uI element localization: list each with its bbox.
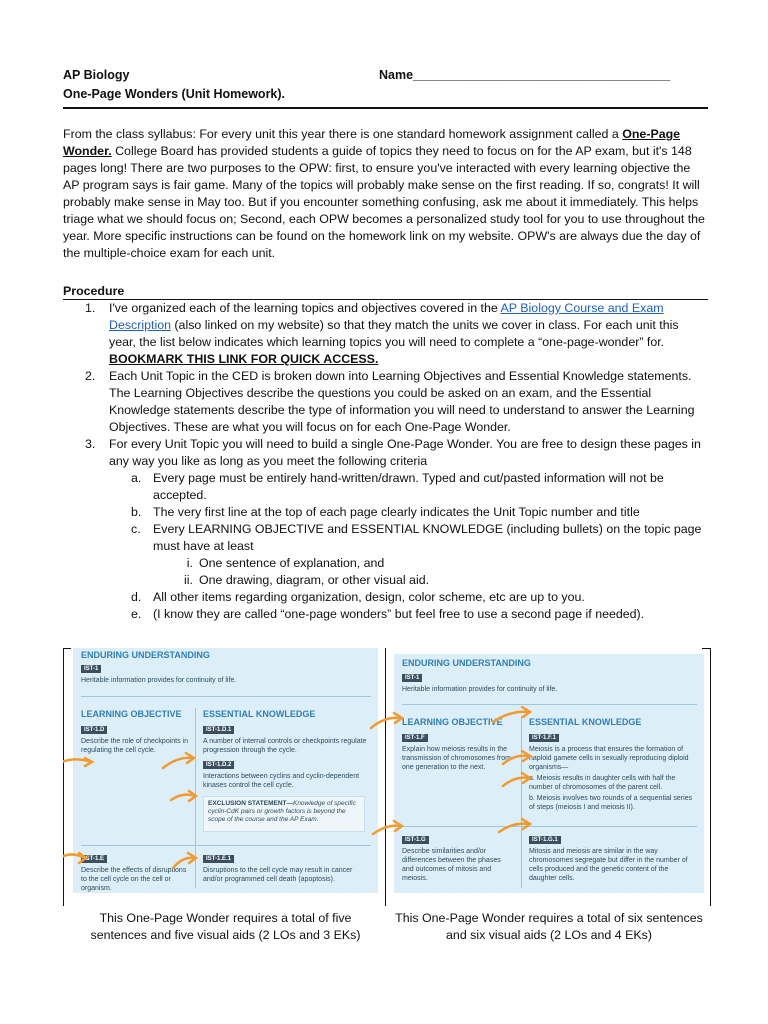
lo-text: Describe similarities and/or differences between the phases and outcomes of mitosis and meiosis. bbox=[402, 848, 501, 882]
step-text: I've organized each of the learning topics and objectives covered in the bbox=[109, 301, 501, 315]
name-field-label: Name_____________________________________ bbox=[379, 68, 671, 82]
ek-bullet-b: b. Meiosis involves two rounds of a sequential series of steps (meiosis I and meiosis II). bbox=[529, 795, 693, 811]
lo-text: Explain how meiosis results in the transmission of chromosomes from one generation to the next. bbox=[402, 746, 511, 771]
ek-bullet-text: Meiosis involves two rounds of a sequential series of steps (meiosis I and meiosis II). bbox=[529, 795, 693, 811]
intro-text-start: From the class syllabus: For every unit this year there is one standard homework assignment called a bbox=[63, 127, 623, 141]
intro-paragraph bbox=[63, 126, 708, 262]
criteria-letter: e. bbox=[131, 607, 142, 621]
criteria-item-e bbox=[63, 606, 708, 623]
step-text: Each Unit Topic in the CED is broken down into Learning Objectives and Essential Knowledge statements. The Learning Objectives describe the questions you could be asked on an exam, and the Essential Knowledge statements describe the type of information you will need to understand to answer the Learning Objectives. These are what you will focus on for each One-Page Wonder. bbox=[109, 369, 695, 434]
criteria-item-a bbox=[63, 470, 708, 504]
ek-tag: IST-1.D.2 bbox=[203, 761, 234, 769]
procedure-heading: Procedure bbox=[63, 283, 708, 300]
criteria-letter: b. bbox=[131, 505, 142, 519]
lo-heading: LEARNING OBJECTIVE bbox=[81, 709, 182, 719]
criteria-subitem-ii bbox=[63, 572, 708, 589]
criteria-letter: d. bbox=[131, 590, 142, 604]
procedure-step-2 bbox=[63, 368, 708, 436]
step-number: 2. bbox=[85, 369, 96, 383]
criteria-text: Every LEARNING OBJECTIVE and ESSENTIAL KNOWLEDGE (including bullets) on the topic page must have at least bbox=[153, 522, 702, 553]
criteria-item-d bbox=[63, 589, 708, 606]
figure-corner bbox=[63, 648, 71, 649]
lo-text: Describe the effects of disruptions to the cell cycle on the cell or organism. bbox=[81, 867, 187, 892]
criteria-text: One sentence of explanation, and bbox=[199, 556, 385, 570]
caption-right: This One-Page Wonder requires a total of six sentences and six visual aids (2 LOs and 4 EKs) bbox=[395, 911, 703, 942]
assignment-title: One-Page Wonders (Unit Homework). bbox=[63, 87, 286, 101]
figure-corner bbox=[702, 648, 710, 649]
criteria-text: All other items regarding organization, design, color scheme, etc are up to you. bbox=[153, 590, 585, 604]
lo-tag: IST-1.F bbox=[402, 734, 428, 742]
ek-text: Meiosis is a process that ensures the formation of haploid gamete cells in sexually reproducing diploid organisms— bbox=[529, 746, 689, 771]
eu-tag: IST-1 bbox=[81, 665, 101, 673]
example-figures bbox=[63, 648, 711, 942]
exclusion-label: EXCLUSION STATEMENT— bbox=[208, 800, 293, 807]
criteria-item-c bbox=[63, 521, 708, 555]
ek-text: Mitosis and meiosis are similar in the way chromosomes segregate but differ in the number of cells produced and the genetic content of the daughter cells. bbox=[529, 848, 688, 882]
eu-title: ENDURING UNDERSTANDING bbox=[81, 650, 210, 660]
document-page bbox=[63, 64, 708, 621]
criteria-roman: i. bbox=[186, 556, 193, 570]
ced-link[interactable]: AP Biology Course and Exam Description bbox=[109, 301, 664, 332]
procedure-step-3 bbox=[63, 436, 708, 470]
criteria-text: Every page must be entirely hand-written/drawn. Typed and cut/pasted information will not be accepted. bbox=[153, 471, 664, 502]
step-number: 3. bbox=[85, 437, 96, 451]
step-number: 1. bbox=[85, 301, 96, 315]
exclusion-body: Knowledge of specific cyclin-CdK pairs or growth factors is beyond the scope of the course and the AP Exam. bbox=[208, 800, 356, 823]
eu-text: Heritable information provides for continuity of life. bbox=[81, 677, 237, 684]
criteria-roman: ii. bbox=[184, 573, 193, 587]
eu-text: Heritable information provides for continuity of life. bbox=[402, 686, 558, 693]
ek-text: A number of internal controls or checkpoints regulate progression through the cycle. bbox=[203, 738, 367, 754]
criteria-text: (I know they are called “one-page wonders” but feel free to use a second page if needed). bbox=[153, 607, 645, 621]
annotation-arrows-left bbox=[63, 708, 393, 888]
intro-text-rest: College Board has provided students a guide of topics they need to focus on for the AP exam, but it's 148 pages long! There are two purposes to the OPW: first, to ensure you've interacted with every learning objective the AP program says is fair game. Many of the topics will probably make sense on the first reading. If so, congrats! It will probably make sense in May too. But if you encounter something confusing, ask me about it immediately. This helps triage what we should focus on; Second, each OPW becomes a personalized study tool for you to use throughout the year. More specific instructions can be found on the homework link on my website. OPW's are always due the day of the multiple-choice exam for each unit. bbox=[63, 144, 705, 260]
criteria-letter: c. bbox=[131, 522, 141, 536]
bookmark-note: BOOKMARK THIS LINK FOR QUICK ACCESS. bbox=[109, 352, 379, 366]
opw-term: One-Page Wonder. bbox=[63, 127, 681, 158]
criteria-subitem-i bbox=[63, 555, 708, 572]
step-text: (also linked on my website) so that they match the units we cover in class. For each unit this year, the list below indicates which learning topics you will need to complete a “one-page-wonder” for. bbox=[109, 318, 679, 349]
document-header bbox=[63, 64, 708, 108]
header-divider bbox=[63, 107, 708, 109]
criteria-item-b bbox=[63, 504, 708, 521]
ek-tag: IST-1.G.1 bbox=[529, 836, 561, 844]
lo-tag: IST-1.D bbox=[81, 726, 107, 734]
ek-bullet-a: a. Meiosis results in daughter cells with half the number of chromosomes of the parent cell. bbox=[529, 775, 676, 791]
course-title: AP Biology bbox=[63, 68, 130, 82]
lo-tag: IST-1.E bbox=[81, 855, 107, 863]
ek-bullet-text: Meiosis results in daughter cells with half the number of chromosomes of the parent cell. bbox=[529, 775, 676, 791]
ek-text: Disruptions to the cell cycle may result in cancer and/or programmed cell death (apoptosis). bbox=[203, 867, 353, 883]
ek-heading: ESSENTIAL KNOWLEDGE bbox=[203, 709, 316, 719]
step-text: For every Unit Topic you will need to build a single One-Page Wonder. You are free to design these pages in any way you like as long as you meet the following criteria bbox=[109, 437, 701, 468]
procedure-step-1 bbox=[63, 300, 708, 368]
procedure-list bbox=[63, 300, 708, 623]
ek-tag: IST-1.F.1 bbox=[529, 734, 559, 742]
ek-heading: ESSENTIAL KNOWLEDGE bbox=[529, 717, 642, 727]
criteria-letter: a. bbox=[131, 471, 142, 485]
eu-title: ENDURING UNDERSTANDING bbox=[402, 658, 531, 668]
lo-text: Describe the role of checkpoints in regulating the cell cycle. bbox=[81, 738, 188, 754]
annotation-arrows-right bbox=[363, 688, 703, 868]
lo-heading: LEARNING OBJECTIVE bbox=[402, 717, 503, 727]
criteria-text: One drawing, diagram, or other visual aid. bbox=[199, 573, 430, 587]
caption-left: This One-Page Wonder requires a total of five sentences and five visual aids (2 LOs and 3 EKs) bbox=[90, 911, 361, 942]
figure-border-right bbox=[710, 648, 711, 906]
eu-tag: IST-1 bbox=[402, 674, 422, 682]
ek-text: Interactions between cyclins and cyclin-dependent kinases control the cell cycle. bbox=[203, 773, 360, 789]
ek-tag: IST-1.E.1 bbox=[203, 855, 234, 863]
ek-tag: IST-1.D.1 bbox=[203, 726, 234, 734]
section-divider bbox=[81, 696, 371, 697]
lo-tag: IST-1.G bbox=[402, 836, 429, 844]
criteria-text: The very first line at the top of each page clearly indicates the Unit Topic number and title bbox=[153, 505, 640, 519]
